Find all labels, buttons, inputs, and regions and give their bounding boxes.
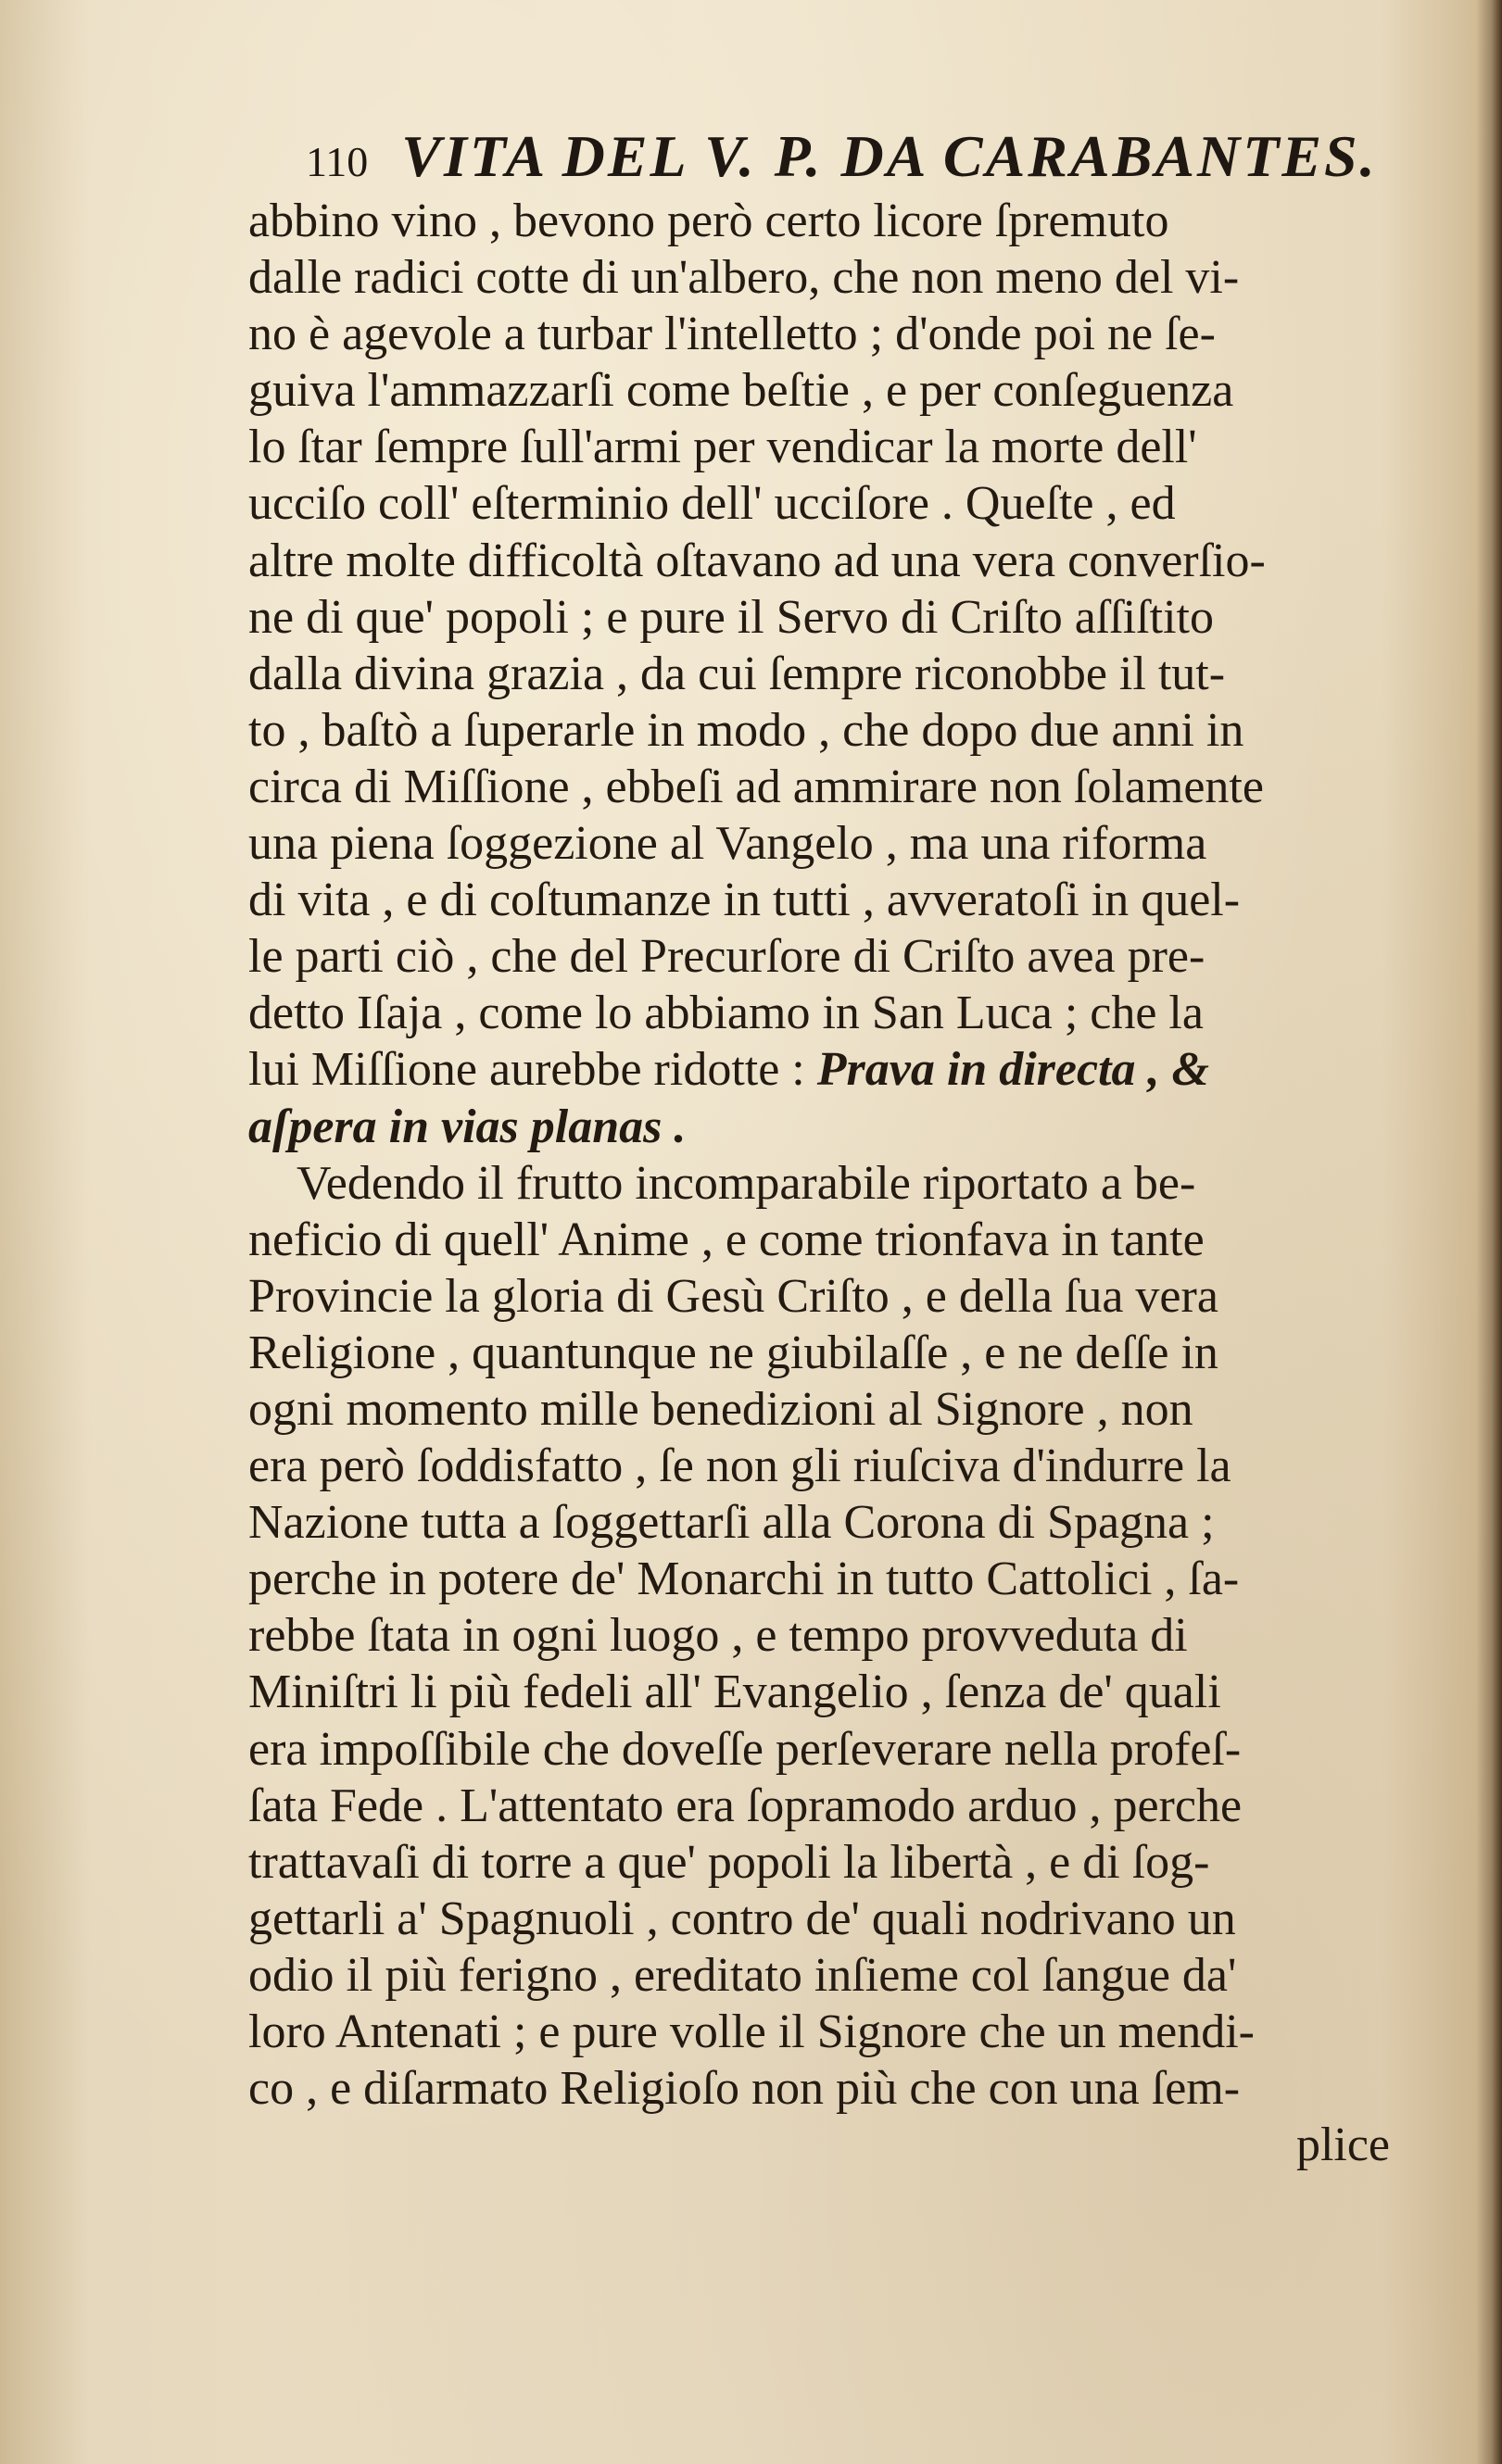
text-line: ucciſo coll' eſterminio dell' ucciſore . Queſte , ed <box>248 477 1176 531</box>
text-line: abbino vino , bevono però certo licore ſpremuto <box>248 195 1169 247</box>
text-line: detto Iſaja , come lo abbiamo in San Luca ; che la <box>248 987 1204 1040</box>
text-line: di vita , e di coſtumanze in tutti , avveratoſi in quel- <box>248 874 1241 927</box>
text-line: dalla divina grazia , da cui ſempre riconobbe il tut- <box>248 647 1226 700</box>
text-line: ne di que' popoli ; e pure il Servo di Criſto aſſiſtito <box>248 590 1215 644</box>
text-line: Nazione tutta a ſoggettarſi alla Corona di Spagna ; <box>248 1496 1215 1550</box>
text-line-quote <box>248 1099 1492 1155</box>
text-line-with-quote <box>248 1041 1492 1098</box>
text-line: lo ſtar ſempre ſull'armi per vendicar la morte dell' <box>248 421 1197 474</box>
text-line: trattavaſi di torre a que' popoli la libertà , e di ſog- <box>248 1835 1210 1889</box>
text-line: no è agevole a turbar l'intelletto ; d'onde poi ne ſe- <box>248 308 1216 361</box>
text-line: una piena ſoggezione al Vangelo , ma una riforma <box>248 817 1207 871</box>
text-line: loro Antenati ; e pure volle il Signore che un mendi- <box>248 2005 1255 2058</box>
text-line: circa di Miſſione , ebbeſi ad ammirare non ſolamente <box>248 760 1264 813</box>
paragraph-start-line: Vedendo il frutto incomparabile riportato a be- <box>297 1156 1196 1210</box>
text-line: rebbe ſtata in ogni luogo , e tempo provveduta di <box>248 1609 1188 1663</box>
text-line: Religione , quantunque ne giubilaſſe , e ne deſſe in <box>248 1326 1218 1379</box>
page-header <box>306 122 1473 193</box>
latin-quote: aſpera in vias planas . <box>248 1100 687 1153</box>
text-line: gettarli a' Spagnuoli , contro de' quali nodrivano un <box>248 1892 1236 1945</box>
text-line: altre molte difficoltà oſtavano ad una vera converſio- <box>248 534 1266 587</box>
text-line: Miniſtri li più fedeli all' Evangelio , ſenza de' quali <box>248 1666 1221 1719</box>
text-line: ſata Fede . L'attentato era ſopramodo arduo , perche <box>248 1779 1243 1832</box>
text-line: era impoſſibile che doveſſe perſeverare nella profeſ- <box>248 1722 1242 1776</box>
text-line: odio il più ferigno , ereditato inſieme col ſangue da' <box>248 1948 1237 2002</box>
text-span: lui Miſſione aurebbe ridotte : <box>248 1043 805 1097</box>
body-text <box>248 193 1492 2173</box>
text-line: to , baſtò a ſuperarle in modo , che dopo due anni in <box>248 703 1244 757</box>
text-line: dalle radici cotte di un'albero, che non meno del vi- <box>248 251 1240 305</box>
text-line: neficio di quell' Anime , e come trionfava in tante <box>248 1213 1205 1266</box>
text-line: co , e diſarmato Religioſo non più che con una ſem- <box>248 2062 1241 2116</box>
text-line: le parti ciò , che del Precurſore di Criſto avea pre- <box>248 930 1205 984</box>
text-line: ogni momento mille benedizioni al Signore , non <box>248 1382 1193 1436</box>
catchword: plice <box>1295 2118 1390 2172</box>
text-line: guiva l'ammazzarſi come beſtie , e per conſeguenza <box>248 364 1234 418</box>
text-line: Provincie la gloria di Gesù Criſto , e della ſua vera <box>248 1269 1218 1323</box>
latin-quote: Prava in directa , & <box>816 1043 1209 1097</box>
page-number: 110 <box>306 138 369 185</box>
text-line: perche in potere de' Monarchi in tutto Cattolici , ſa- <box>248 1553 1240 1606</box>
running-head: VITA DEL V. P. DA CARABANTES. <box>401 123 1378 189</box>
text-line: era però ſoddisfatto , ſe non gli riuſciva d'indurre la <box>248 1439 1231 1493</box>
